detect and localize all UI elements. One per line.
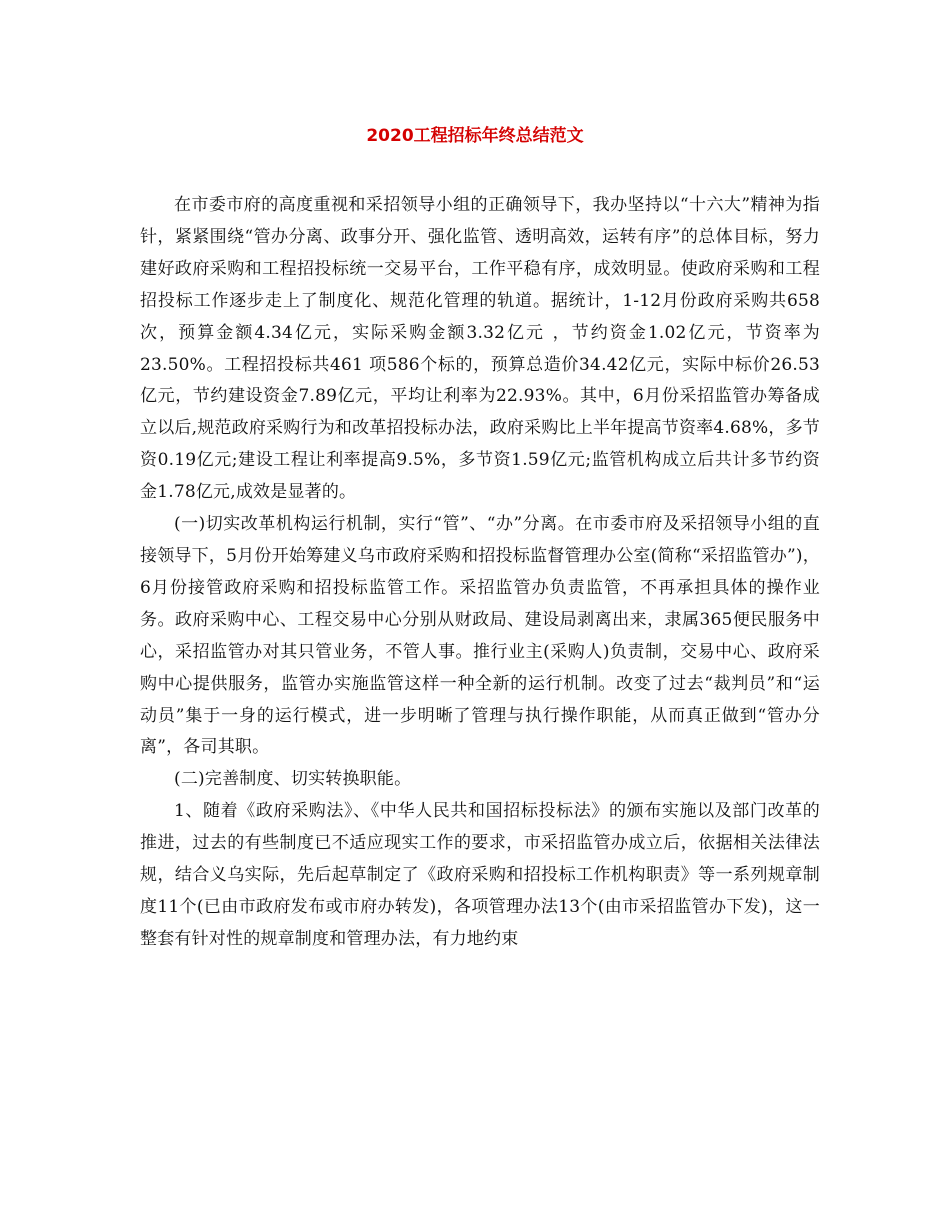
paragraph-section-1: (一)切实改革机构运行机制，实行“管”、“办”分离。在市委市府及采招领导小组的直接领导下，5月份开始筹建义乌市政府采购和招投标监督管理办公室(简称“采招监管办”)，6月份接管政府采购和招投标监管工作。采招监管办负责监管，不再承担具体的操作业务。政府采购中心、工程交易中心分别从财政局、建设局剥离出来，隶属365便民服务中心，采招监管办对其只管业务，不管人事。推行业主(采购人)负责制，交易中心、政府采购中心提供服务，监管办实施监管这样一种全新的运行机制。改变了过去“裁判员”和“运动员”集于一身的运行模式，进一步明晰了管理与执行操作职能，从而真正做到“管办分离”，各司其职。: [140, 514, 820, 758]
document-body: [140, 190, 820, 956]
paragraph-section-2-item-1: 1、随着《政府采购法》、《中华人民共和国招标投标法》的颁布实施以及部门改革的推进，过去的有些制度已不适应现实工作的要求，市采招监管办成立后，依据相关法律法规，结合义乌实际，先后起草制定了《政府采购和招投标工作机构职责》等一系列规章制度11个(已由市政府发布或市府办转发)，各项管理办法13个(由市采招监管办下发)，这一整套有针对性的规章制度和管理办法，有力地约束: [140, 801, 820, 949]
paragraph-summary: 在市委市府的高度重视和采招领导小组的正确领导下，我办坚持以“十六大”精神为指针，紧紧围绕“管办分离、政事分开、强化监管、透明高效，运转有序”的总体目标，努力建好政府采购和工程招投标统一交易平台，工作平稳有序，成效明显。使政府采购和工程招投标工作逐步走上了制度化、规范化管理的轨道。据统计，1-12月份政府采购共658次，预算金额4.34亿元，实际采购金额3.32亿元 ，节约资金1.02亿元，节资率为23.50%。工程招投标共461 项586个标的，预算总造价34.42亿元，实际中标价26.53亿元，节约建设资金7.89亿元，平均让利率为22.93%。其中，6月份采招监管办筹备成立以后,规范政府采购行为和改革招投标办法，政府采购比上半年提高节资率4.68%，多节资0.19亿元;建设工程让利率提高9.5%，多节资1.59亿元;监管机构成立后共计多节约资金1.78亿元,成效是显著的。: [140, 195, 820, 503]
document-title: 2020工程招标年终总结范文: [366, 126, 584, 146]
paragraph-section-2-heading: (二)完善制度、切实转换职能。: [174, 769, 412, 790]
